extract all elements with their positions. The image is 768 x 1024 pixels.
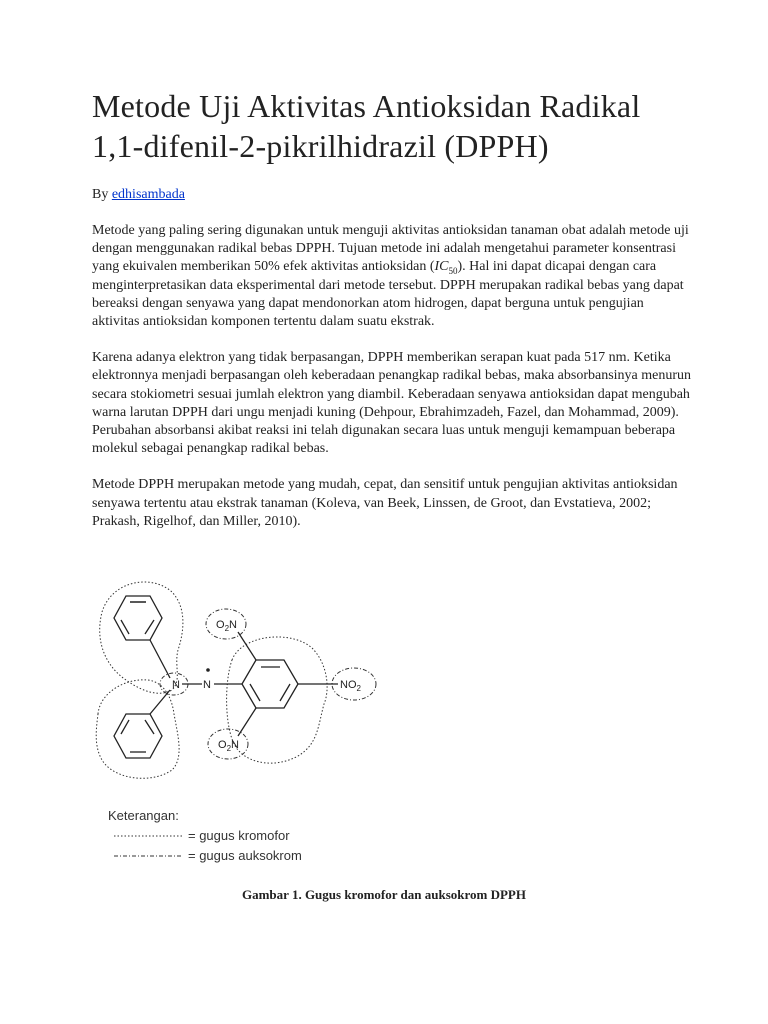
bond-top-phenyl-n [150,640,170,678]
para-nitro-label: $NO_2$ [340,679,361,693]
atom-n1: N [172,679,180,691]
byline-prefix: By [92,187,109,202]
ic-subscript: 50 [448,266,458,277]
paragraph-1-text-a: Metode yang paling sering digunakan untuk menguji aktivitas antioksidan tanaman obat adalah metode uji dengan menggunakan radikal bebas DPPH. Tujuan metode ini adalah mengetahui parameter konsentrasi yang ekuivalen memberikan 50% efek aktivitas antioksidan ( [92,223,689,275]
bond-top-nitro [238,632,256,660]
chromophore-outline-top-ring [100,582,183,693]
figure-caption: Gambar 1. Gugus kromofor dan auksokrom DPPH [241,887,526,902]
article-title: Metode Uji Aktivitas Antioksidan Radikal 1,1-difenil-2-pikrilhidrazil (DPPH) [92,88,641,164]
dpph-figure [92,574,392,864]
bottom-nitro-label: $O_2N$ [218,739,239,753]
top-nitro-label: $O_2N$ [216,619,237,633]
dpph-structure-diagram [92,574,392,864]
atom-n2: N [203,679,211,691]
bond-bottom-nitro [238,708,256,736]
ic-symbol: IC [434,259,449,275]
legend-chromophore-label: = gugus kromofor [188,828,290,843]
legend-auxochrome-label: = gugus auksokrom [188,848,302,863]
chromophore-outline-picryl-ring [227,637,328,763]
article [92,86,692,531]
paragraph-1-text-b: ). Hal ini dapat dicapai dengan cara menginterpretasikan data eksperimental dari metode tersebut. DPPH merupakan radikal bebas yang dapat bereaksi dengan senyawa yang dapat mendonorkan atom hidrogen, dapat berguna untuk pengujian aktivitas antioksidan komponen tertentu dalam suatu ekstrak. [92,259,684,330]
author-link[interactable]: edhisambada [111,187,185,202]
byline [92,186,692,204]
paragraph-1 [92,222,692,331]
legend-title: Keterangan: [108,808,179,823]
paragraph-3: Metode DPPH merupakan metode yang mudah, cepat, dan sensitif untuk pengujian aktivitas antioksidan senyawa tertentu atau ekstrak tanaman (Koleva, van Beek, Linssen, de Groot, dan Evstatieva, 2002; Prakash, Rigelhof, dan Miller, 2010). [92,477,678,529]
paragraph-2: Karena adanya elektron yang tidak berpasangan, DPPH memberikan serapan kuat pada 517 nm. Ketika elektronnya menjadi berpasangan oleh keberadaan penangkap radikal bebas, maka absorbansinya menurun secara stokiometri sesuai jumlah elektron yang diambil. Keberadaan senyawa antioksidan dapat mengubah warna larutan DPPH dari ungu menjadi kuning (Dehpour, Ebrahimzadeh, Fazel, dan Mohammad, 2009). Perubahan absorbansi akibat reaksi ini telah digunakan secara luas untuk menguji kemampuan beberapa molekul sebagai penangkap radikal bebas. [92,350,692,457]
radical-dot [206,668,210,672]
